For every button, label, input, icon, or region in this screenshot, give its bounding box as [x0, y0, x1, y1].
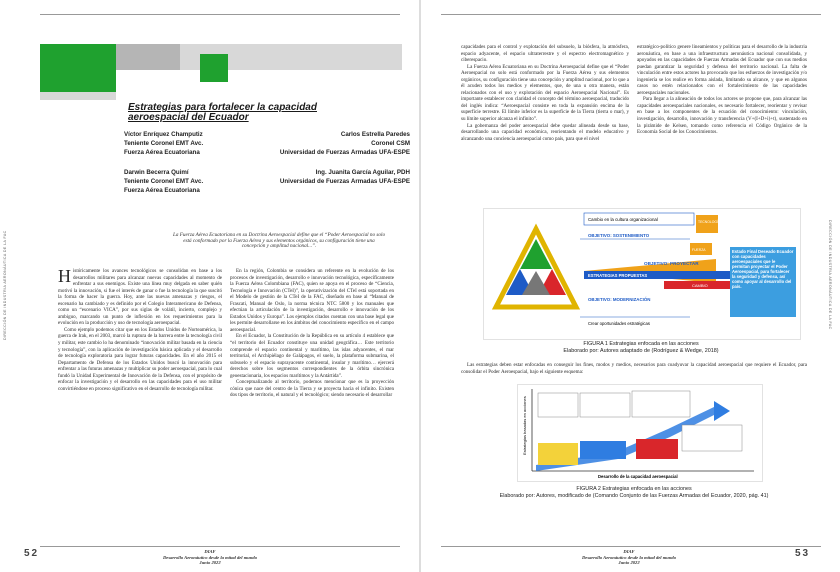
author-org: Fuerza Aérea Ecuatoriana: [124, 187, 200, 194]
author-name: Darwin Becerra Quimí: [124, 169, 189, 176]
side-label-left: DIRECCIÓN DE INDUSTRIA AERONÁUTICA DE LA FAC: [3, 230, 7, 340]
paragraph: La Fuerza Aérea Ecuatoriana en su Doctrina Aeroespacial define que el “Poder Aeroespacial no solo está conformado por la Fuerza Aérea y sus elementos orgánicos, su configuración tiene una concepción y amplitud nacional, por lo que a él acuden todos los medios y elementos, que, de una u otra manera, están relacionados con el uso y explotación del espacio Aeroespacial Nacional”. Es importante establecer con claridad el concepto del término aeroespacial, traducido del inglés indica: “Aeroespacial consiste en toda la expansión encima de la superficie terrestre. El límite inferior es la superficie de la Tierra (tierra o mar), y su límite superior alcanza el infinito”.: [461, 63, 629, 123]
footer-line: Desarrollo Aeronáutico desde la mitad del mundo: [162, 554, 257, 560]
footer-right: [549, 549, 709, 566]
project-label: OBJETIVO: PROYECTAR: [644, 261, 699, 266]
footer-line: Junio 2022: [618, 560, 640, 566]
paragraph: capacidades para el control y explotación del subsuelo, la biósfera, la atmósfera, espacio adyacente, el espacio ultraterrestre y el espectro electromagnético y ciberespacio.: [461, 44, 629, 64]
change-label: CAMBIO: [692, 283, 708, 288]
author-org: Universidad de Fuerzas Armadas UFA-ESPE: [279, 178, 410, 185]
footer-line: DIAF: [204, 549, 216, 554]
left-column-2: [230, 268, 394, 399]
caption-line: FIGURA 2 Estrategias enfocada en las acciones: [576, 486, 692, 492]
paragraph: istóricamente los avances tecnológicos se consolidan en base a los desarrollos militares para alcanzar nuevas capacidades al momento de enfrentar a sus enemigos. Existe una línea muy delgada en saber quién motivó la innovación, si fue el interés de ganar o fue la tecnología la que suscitó la forma de hacer la guerra. Hoy, ante las nuevas amenazas y riesgos, el escenario ha cambiado y es definido por el Colegio Interamericano de Defensa, como un “escenario VICA”, por sus siglas de volátil, incierto, complejo y ambiguo, marcando un punto de inflexión en los requerimientos para la evolución en la producción y uso de tecnología aeroespacial.: [58, 268, 222, 327]
paragraph: estratégico-político genere lineamientos y políticas para el desarrollo de la industria aeronáutica, en base a una infraestructura aeronáutica nacional consolidada, y apoyados en las capacidades de Fuerzas Armadas del Ecuador que con sus medios puedan garantizar la seguridad y defensa del territorio nacional. La falta de vinculación entre estos actores ha provocado que los esfuerzos de investigación y/o ingeniería se los realice en forma aislada, limitando su alcance, y que en algunos casos no estén relacionados con el fortalecimiento de las capacidades aeroespaciales nacionales.: [637, 44, 807, 96]
page-number-left: 52: [24, 548, 40, 559]
paragraph: En el Ecuador, la Constitución de la República en su artículo 4 establece que “el territorio del Ecuador constituye una unidad geográfica… Este territorio comprende el espacio continental y marítimo, las islas adyacentes, el mar territorial, el Archipiélago de Galápagos, el suelo, la plataforma submarina, el subsuelo y el espacio suprayacente continental, insular y marítimo… ejercerá derechos sobre los segmentos correspondientes de la órbita sincrónica geoestacionaria, los espacios marítimos y la Antártida”.: [230, 333, 394, 379]
top-rule: [441, 14, 821, 15]
strategies-label: ESTRATEGIAS PROPUESTAS: [588, 273, 648, 278]
growth-arrow-head: [714, 401, 730, 421]
sustain-label: OBJETIVO: SOSTENIMIENTO: [588, 233, 650, 238]
author-block-1: [124, 130, 203, 157]
desired-state-text: Estado Final Deseado Ecuador con capacidades aeroespaciales que le permitan proyectar el Poder Aeroespacial, para fortalecer la seguridad y defensa, así como apoyar al desarrollo del país.: [732, 249, 794, 289]
header-green-square: [200, 54, 228, 82]
header-green-block: [40, 44, 116, 92]
author-rank: Teniente Coronel EMT Avc.: [124, 140, 204, 147]
author-name: Víctor Enríquez Champutiz: [124, 131, 203, 138]
caption-line: Elaborado por: Autores adaptado de (Rodríguez & Wedge, 2018): [563, 348, 719, 354]
figure-2-intro: [461, 362, 807, 375]
author-block-4: [246, 168, 410, 186]
footer-rule: [441, 546, 821, 547]
tech-label: TECNOLOGÍA DE PUNTA: [698, 220, 738, 224]
box-4: [682, 425, 742, 451]
title-line-2: aeroespacial del Ecuador: [128, 112, 249, 123]
title-line-1: Estrategias para fortalecer la capacidad: [128, 102, 317, 113]
header-strip: [40, 92, 116, 100]
figure-1-caption: [483, 341, 799, 355]
culture-label: Cambio en la cultura organizacional: [588, 217, 658, 222]
paragraph: Para llegar a la alineación de todos los actores se propone que, para alcanzar las capacidades aeroespaciales nacionales, es necesario fortalecer, reorientar y revisar en base a los componentes de la ecuación del conocimiento: vinculación, investigación, desarrollo, innovación y transferencia (V+(I+D+i)+t), sustentado en la pirámide de Kelsen, tomando como referencia el Código Orgánico de la Economía Social de los Conocimientos.: [637, 96, 807, 136]
article-abstract: La Fuerza Aérea Ecuatoriana en su Doctrina Aeroespacial define que el “Poder Aeroespacial no solo está conformado por la Fuerza Aérea y sus elementos orgánicos, su configuración tiene una concepción y amplitud nacional...”.: [172, 232, 386, 250]
author-block-3: [124, 168, 203, 195]
right-page: [421, 0, 840, 572]
author-block-2: [246, 130, 410, 157]
caption-line: FIGURA 1 Estrategias enfocada en las acciones: [583, 341, 699, 347]
figure-1: [483, 208, 801, 340]
paragraph: En la región, Colombia se considera un referente en la evolución de los procesos de investigación, desarrollo e innovación tecnológica, específicamente la Fuerza Aérea Colombiana (FAC), quien se apoya en el proceso de “Ciencia, Tecnología e Innovación (CTeI)”, la operativización del CTeI está soportada en el Modelo de gestión de la CTeI de la FAC, diseñado en base al “Manual de Frascati, Manual de Oslo, la norma técnica NTC 5800 y los manuales que efectúan la articulación de la investigación, desarrollo e innovación de los Estados Unidos y Europa”. Los ejemplos citados cuentan con una base legal que les permite desarrollarse en los ámbitos del conocimiento específico en el campo aeroespacial.: [230, 268, 394, 333]
paragraph: Como ejemplo podemos citar que en los Estados Unidos de Norteamérica, la guerra de Irak, en el 2003, marcó la ruptura de la barrera entre la tecnología civil y militar, este cambio lo ha denominado “innovación militar basada en la ciencia y tecnología”, con la aplicación de investigación básica aplicada y el desarrollo de tecnología exploratoria para lograr futuras capacidades. En el año 2015 el Departamento de Defensa de los Estados Unidos buscó la innovación para enfrentar a las futuras amenazas y multiplicar su poder aeroespacial, para lo cual fundó la Unidad Experimental de Innovación de la Defensa, con el propósito de enfocar la investigación y el desarrollo en las capacidades para el uso militar convirtiéndose en proceso significativo en el desarrollo de tecnología militar.: [58, 326, 222, 392]
page-number-right: 53: [795, 548, 811, 559]
box-3: [632, 391, 690, 417]
header-gray-block: [116, 44, 180, 70]
figure-2-xaxis: Desarrollo de la capacidad aeroespacial: [598, 474, 678, 479]
footer-line: Junio 2022: [199, 560, 221, 566]
box-1: [538, 393, 578, 417]
author-name: Carlos Estrella Paredes: [340, 131, 410, 138]
author-rank: Coronel CSM: [371, 140, 410, 147]
right-column-2: [637, 44, 807, 136]
left-page: [0, 0, 419, 572]
footer-line: DIAF: [623, 549, 635, 554]
drop-cap: H: [58, 266, 71, 286]
author-name: Ing. Juanita García Aguilar, PDH: [315, 169, 410, 176]
footer-left: [130, 549, 290, 566]
top-rule: [40, 14, 400, 15]
figure-2-caption: [461, 486, 807, 500]
figure-2: [517, 384, 763, 482]
box-blue: [580, 441, 626, 459]
paragraph: Las estrategias deben estar enfocadas en conseguir los fines, modos y medios, necesarios para coadyuvar la capacidad aeroespacial que requiere el Ecuador, para consolidar el Poder Aeroespacial, bajo el siguiente esquema:: [461, 362, 807, 375]
opportunities-label: Crear oportunidades estratégicas: [588, 321, 650, 326]
box-red: [636, 439, 678, 459]
right-column-1: [461, 44, 629, 142]
caption-line: Elaborado por: Autores, modificado de (Comando Conjunto de las Fuerzas Armadas del Ecuador, 2020, pág. 41): [499, 493, 769, 499]
fuerza-label: FUERZA: [692, 248, 706, 252]
footer-line: Desarrollo Aeronáutico desde la mitad del mundo: [581, 554, 676, 560]
side-label-right: DIRECCIÓN DE INDUSTRIA AERONÁUTICA DE LA FAC: [828, 220, 832, 330]
author-org: Fuerza Aérea Ecuatoriana: [124, 149, 200, 156]
box-2: [580, 393, 630, 417]
modern-label: OBJETIVO: MODERNIZACIÓN: [588, 297, 651, 302]
desired-state-text-wrap: [732, 249, 794, 315]
footer-rule: [40, 546, 400, 547]
figure-2-yaxis: Estrategias basadas en acciones: [522, 396, 527, 455]
tech-box: [696, 215, 718, 233]
box-yellow: [538, 443, 578, 465]
paragraph: Conceptualizando al territorio, podemos mencionar que es la proyección cónica que nace del centro de la Tierra y se proyecta hacia el infinito. Existen dos tipos de territorio, el natural y el tecnológico; siendo necesario el desarrollar: [230, 379, 394, 399]
figure-2-diagram: [518, 385, 762, 481]
paragraph: La gobernanza del poder aeroespacial debe quedar alineada desde su base, desarrollando una capacidad económica, reorientando el modelo educativo y alcanzando una conciencia aeroespacial como país, para que el nivel: [461, 122, 629, 142]
article-title: [128, 103, 317, 123]
author-rank: Teniente Coronel EMT Avc.: [124, 178, 204, 185]
left-column-1: [58, 268, 222, 392]
author-org: Universidad de Fuerzas Armadas UFA-ESPE: [279, 149, 410, 156]
figure-1-diagram: [484, 209, 800, 339]
